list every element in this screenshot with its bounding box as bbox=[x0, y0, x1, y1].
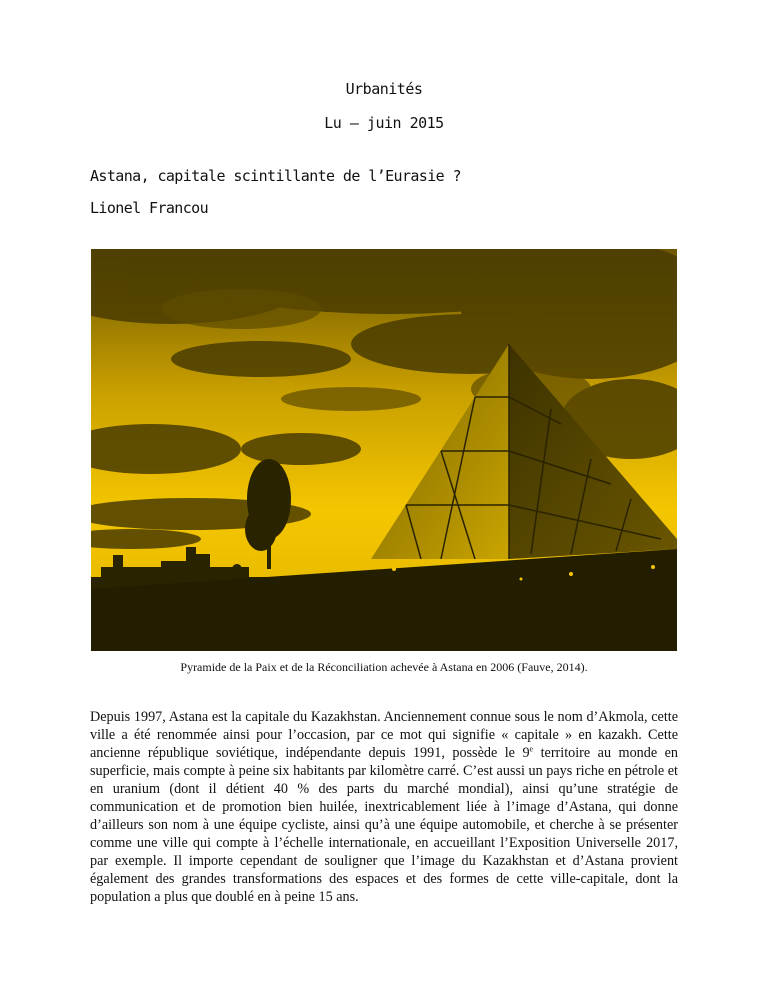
ordinal-superscript: e bbox=[529, 744, 534, 754]
article-author: Lionel Francou bbox=[90, 199, 209, 217]
body-text-part-1: Depuis 1997, Astana est la capitale du Kazakhstan. Anciennement connue sous le nom d’Akmola, cette ville a été renommée ainsi pour l’occasion, par ce mot qui signifie « capitale » en kazakh. Cette ancienne république soviétique, indépendante depuis 1991, possède le 9 bbox=[90, 709, 678, 761]
pyramid-photo bbox=[91, 249, 677, 651]
body-text-part-2: territoire au monde en superficie, mais compte à peine six habitants par kilomètre carré. C’est aussi un pays riche en pétrole et en uranium (dont il détient 40 % des parts du marché mondial), ainsi qu’une stratégie de communication et de promotion bien huilée, inextricablement liée à l’image d’Astana, qui donne d’ailleurs son nom à une équipe cycliste, ainsi qu’à une équipe automobile, et cherche à se présenter comme une ville qui compte à l’échelle internationale, en accueillant l’Exposition Universelle 2017, par exemple. Il importe cependant de souligner que l’image du Kazakhstan et d’Astana provient également des grandes transformations des espaces et des formes de cette ville-capitale, dont la population a plus que doublé en à peine 15 ans. bbox=[90, 745, 679, 905]
issue-info: Lu – juin 2015 bbox=[324, 114, 444, 132]
article-title: Astana, capitale scintillante de l’Eurasie ? bbox=[90, 167, 461, 185]
body-paragraph bbox=[90, 708, 678, 906]
journal-name: Urbanités bbox=[345, 80, 423, 98]
figure-caption: Pyramide de la Paix et de la Réconciliation achevée à Astana en 2006 (Fauve, 2014). bbox=[180, 660, 588, 674]
